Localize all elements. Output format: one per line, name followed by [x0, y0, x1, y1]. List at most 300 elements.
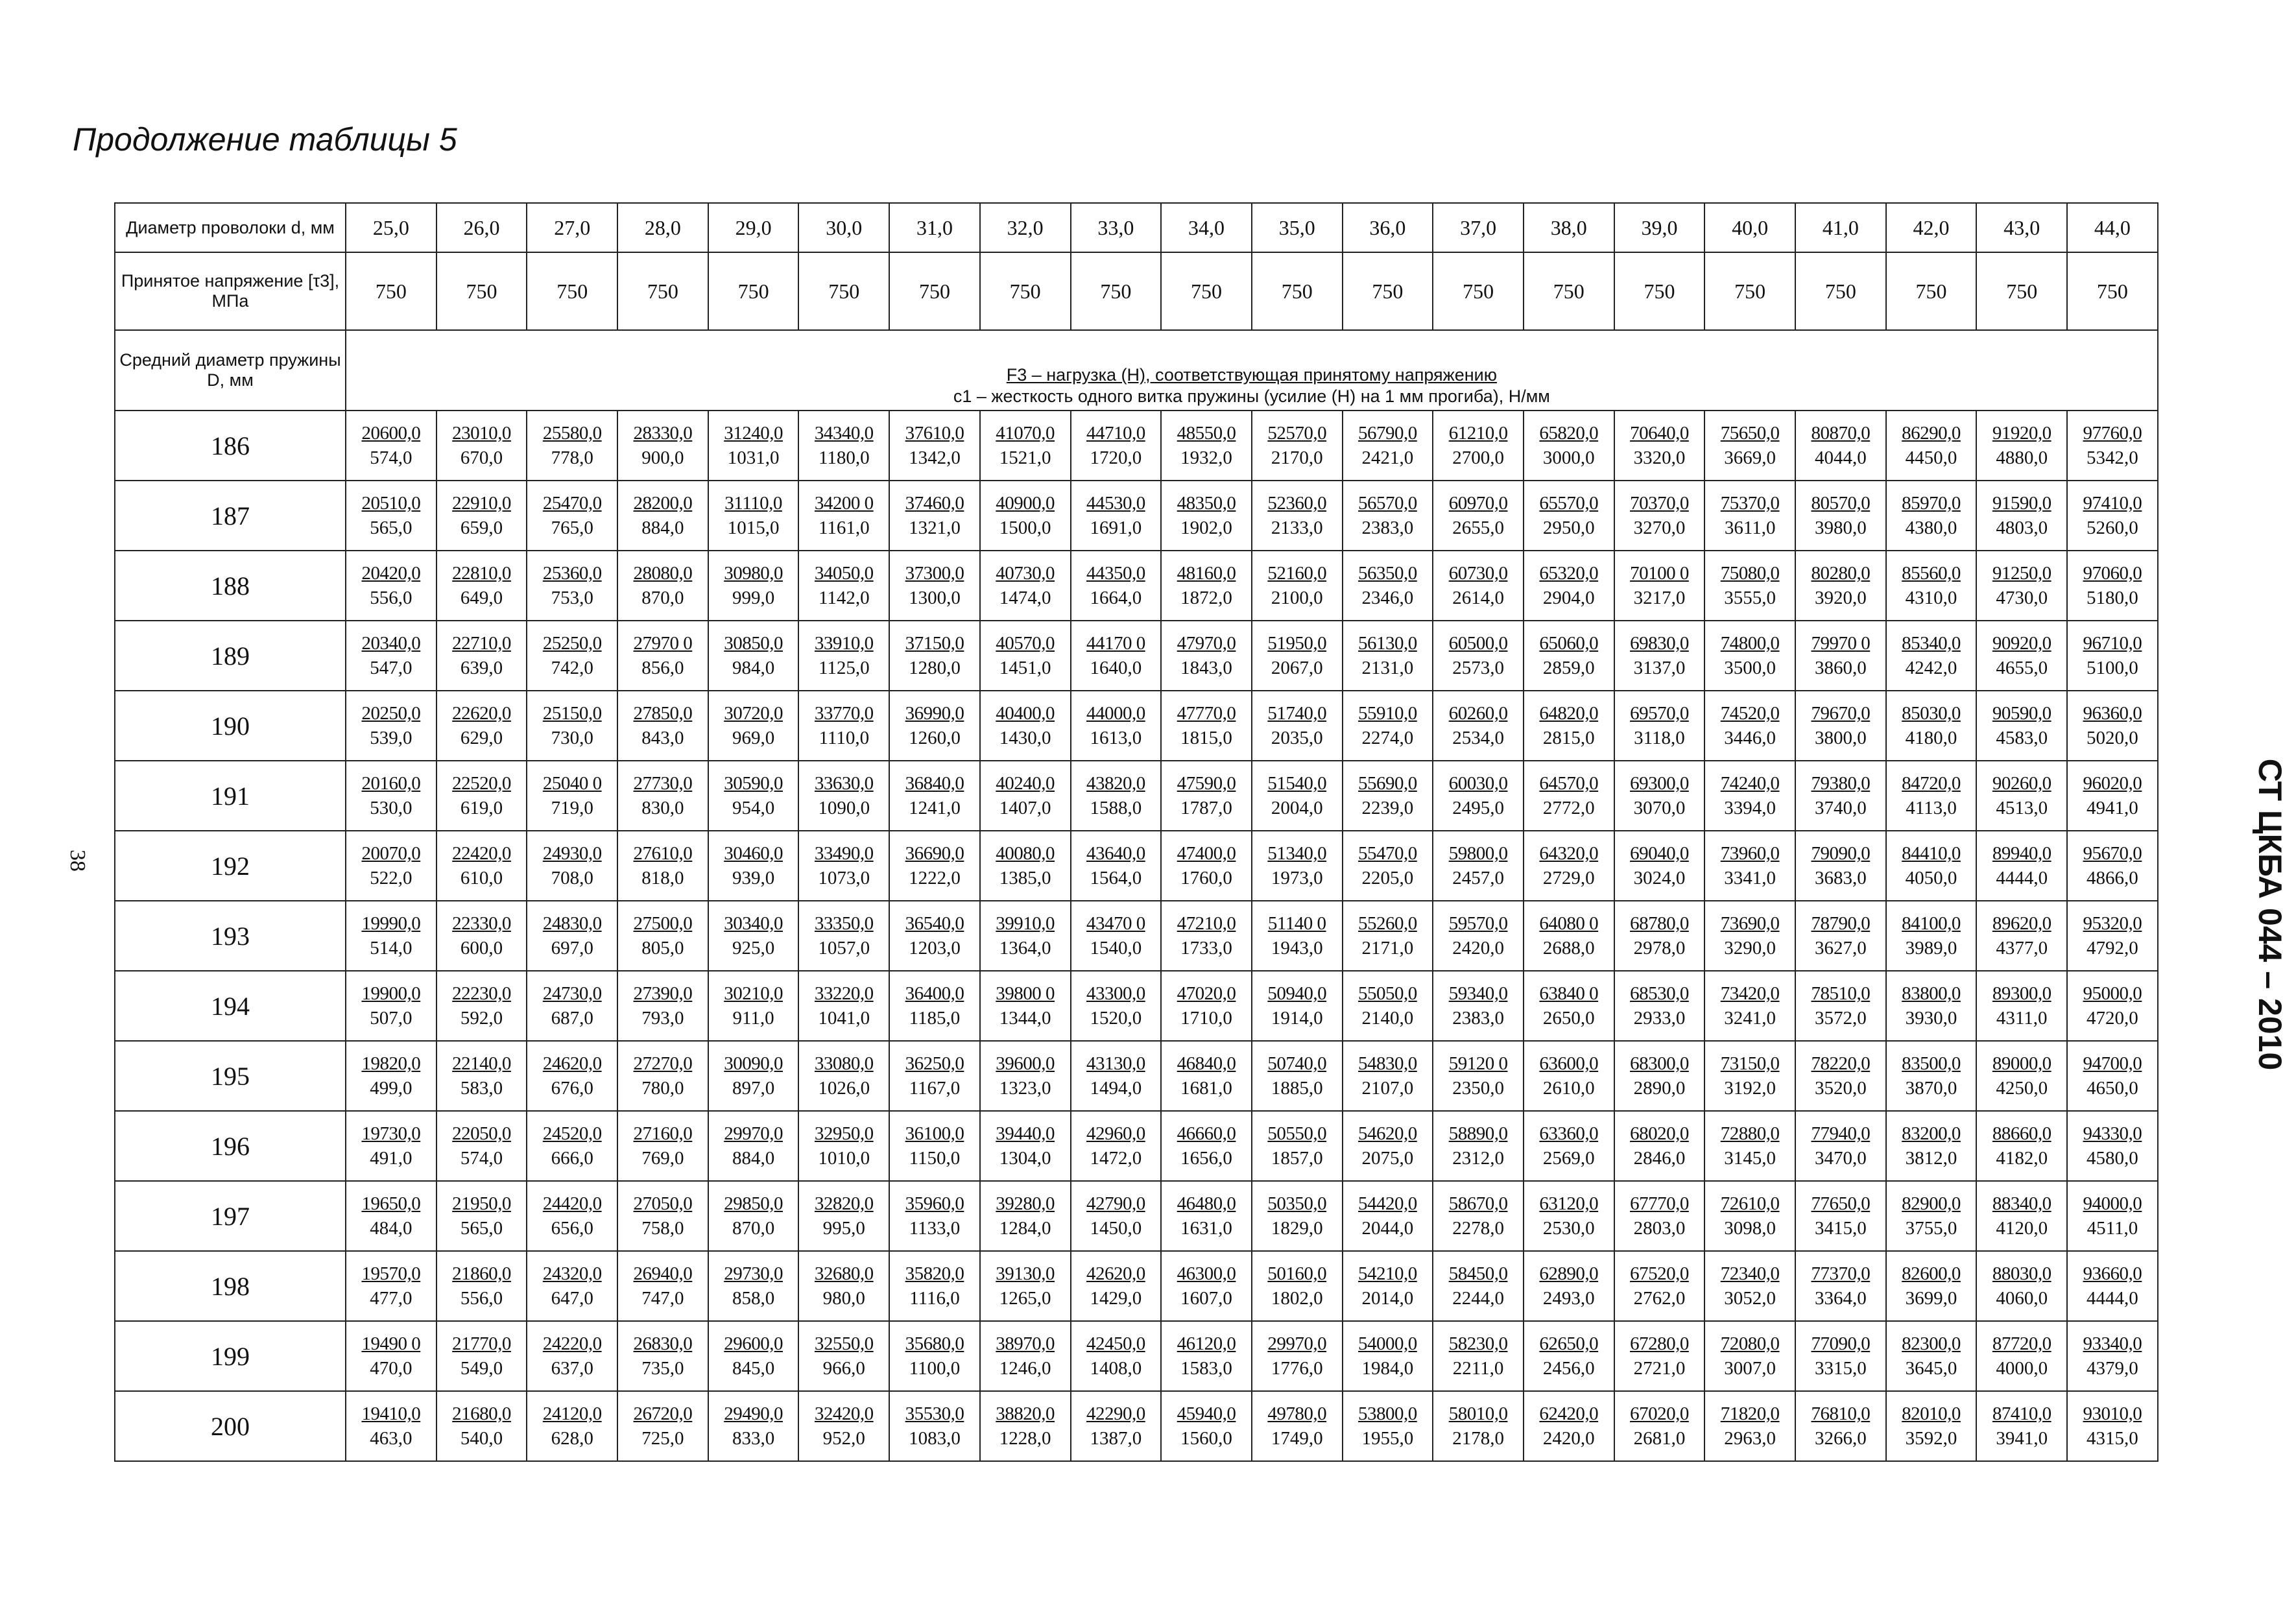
load-f3-value: 77090,0: [1811, 1333, 1871, 1354]
stiffness-c1-value: 4880,0: [1996, 447, 2048, 468]
table-cell: [980, 691, 1071, 761]
table-cell: [1071, 481, 1162, 551]
stiffness-c1-value: 870,0: [641, 588, 684, 608]
table-cell: [617, 621, 708, 691]
table-cell: [798, 761, 889, 831]
load-f3-value: 40400,0: [996, 703, 1055, 724]
stiffness-c1-value: 2244,0: [1452, 1288, 1504, 1309]
load-f3-value: 35820,0: [905, 1263, 964, 1284]
table-cell: [798, 971, 889, 1041]
load-f3-value: 94700,0: [2083, 1053, 2142, 1074]
stiffness-c1-value: 484,0: [370, 1218, 413, 1239]
table-cell: [617, 1041, 708, 1111]
stiffness-c1-value: 3611,0: [1724, 518, 1776, 538]
table-cell: [1886, 1321, 1977, 1391]
stiffness-c1-value: 2178,0: [1452, 1428, 1504, 1449]
table-cell: [1976, 1111, 2067, 1181]
stiffness-c1-value: 952,0: [822, 1428, 865, 1449]
load-f3-value: 25470,0: [542, 493, 602, 514]
stiffness-c1-value: 1885,0: [1271, 1078, 1323, 1099]
stiffness-c1-value: 2383,0: [1452, 1008, 1504, 1029]
table-cell: [2067, 1181, 2158, 1251]
stiffness-c1-value: 3740,0: [1814, 798, 1867, 818]
table-cell: [1161, 621, 1252, 691]
table-cell: [1071, 1391, 1162, 1461]
stiffness-c1-value: 5342,0: [2087, 447, 2138, 468]
table-cell: [1433, 1181, 1524, 1251]
stiffness-c1-value: 2383,0: [1361, 518, 1414, 538]
load-f3-value: 48350,0: [1177, 493, 1236, 514]
table-cell: [889, 831, 980, 901]
load-f3-value: 43130,0: [1086, 1053, 1145, 1074]
table-cell: [889, 621, 980, 691]
table-cell: [1343, 481, 1433, 551]
load-f3-value: 73420,0: [1720, 983, 1780, 1004]
load-f3-value: 29850,0: [724, 1193, 783, 1214]
load-f3-value: 85340,0: [1902, 633, 1961, 654]
load-f3-value: 30850,0: [724, 633, 783, 654]
load-f3-value: 38820,0: [996, 1403, 1055, 1424]
load-f3-value: 33350,0: [814, 913, 874, 934]
stiffness-c1-value: 2205,0: [1361, 868, 1414, 888]
table-cell: [1343, 1391, 1433, 1461]
load-f3-value: 22050,0: [452, 1123, 511, 1144]
load-f3-value: 30460,0: [724, 843, 783, 864]
table-cell: [798, 1041, 889, 1111]
mean-diameter-value: 191: [115, 761, 346, 831]
stiffness-c1-value: 2803,0: [1633, 1218, 1686, 1239]
table-cell: [1704, 691, 1795, 761]
load-f3-value: 95320,0: [2083, 913, 2142, 934]
stiffness-c1-value: 995,0: [822, 1218, 865, 1239]
mean-diameter-value: 195: [115, 1041, 346, 1111]
load-f3-value: 93340,0: [2083, 1333, 2142, 1354]
table-cell: [617, 481, 708, 551]
table-cell: [527, 1321, 617, 1391]
stiffness-c1-value: 2014,0: [1361, 1288, 1414, 1309]
stiffness-c1-value: 1984,0: [1361, 1358, 1414, 1379]
stress-value: 750: [346, 252, 436, 330]
table-cell: [1976, 411, 2067, 481]
table-cell: [346, 761, 436, 831]
table-cell: [1704, 971, 1795, 1041]
table-cell: [1614, 1111, 1705, 1181]
table-cell: [1071, 411, 1162, 481]
load-f3-value: 50350,0: [1267, 1193, 1327, 1214]
stiffness-c1-value: 2978,0: [1633, 938, 1686, 959]
table-cell: [889, 481, 980, 551]
mean-diameter-value: 196: [115, 1111, 346, 1181]
table-cell: [1343, 691, 1433, 761]
load-f3-value: 42620,0: [1086, 1263, 1145, 1284]
table-cell: [2067, 971, 2158, 1041]
stiffness-c1-value: 1776,0: [1271, 1358, 1323, 1379]
load-f3-value: 45940,0: [1177, 1403, 1236, 1424]
load-f3-value: 42290,0: [1086, 1403, 1145, 1424]
stiffness-c1-value: 4315,0: [2087, 1428, 2138, 1449]
table-cell: [798, 1391, 889, 1461]
stiffness-c1-value: 3364,0: [1814, 1288, 1867, 1309]
load-f3-value: 19650,0: [361, 1193, 421, 1214]
stiffness-c1-value: 900,0: [641, 447, 684, 468]
stiffness-c1-value: 1787,0: [1180, 798, 1232, 818]
table-cell: [1886, 1181, 1977, 1251]
load-f3-value: 21680,0: [452, 1403, 511, 1424]
table-cell: [1614, 1391, 1705, 1461]
stiffness-c1-value: 1710,0: [1180, 1008, 1232, 1029]
table-cell: [1976, 971, 2067, 1041]
stiffness-c1-value: 1564,0: [1090, 868, 1142, 888]
stress-value: 750: [2067, 252, 2158, 330]
table-cell: [527, 1391, 617, 1461]
stiffness-c1-value: 719,0: [551, 798, 593, 818]
table-cell: [1976, 901, 2067, 971]
stiffness-c1-value: 659,0: [460, 518, 503, 538]
table-cell: [1795, 1041, 1886, 1111]
load-f3-value: 95670,0: [2083, 843, 2142, 864]
load-f3-value: 33220,0: [814, 983, 874, 1004]
load-f3-value: 73150,0: [1720, 1053, 1780, 1074]
load-f3-value: 58450,0: [1448, 1263, 1508, 1284]
load-f3-value: 51950,0: [1267, 633, 1327, 654]
stress-value: 750: [889, 252, 980, 330]
table-row: [115, 831, 2158, 901]
stiffness-c1-value: 565,0: [460, 1218, 503, 1239]
table-cell: [527, 411, 617, 481]
mean-diameter-value: 187: [115, 481, 346, 551]
table-cell: [1161, 411, 1252, 481]
load-f3-value: 62890,0: [1539, 1263, 1599, 1284]
stiffness-c1-value: 818,0: [641, 868, 684, 888]
table-cell: [1704, 1391, 1795, 1461]
table-cell: [980, 1111, 1071, 1181]
stiffness-c1-value: 1973,0: [1271, 868, 1323, 888]
table-cell: [346, 901, 436, 971]
table-cell: [1524, 621, 1614, 691]
table-cell: [708, 901, 799, 971]
stiffness-c1-value: 530,0: [370, 798, 413, 818]
table-cell: [1795, 831, 1886, 901]
mean-diameter-value: 192: [115, 831, 346, 901]
stiffness-c1-value: 4182,0: [1996, 1148, 2048, 1169]
load-f3-value: 19570,0: [361, 1263, 421, 1284]
stress-value: 750: [798, 252, 889, 330]
load-f3-value: 53800,0: [1358, 1403, 1417, 1424]
table-cell: [527, 481, 617, 551]
stiffness-c1-value: 2312,0: [1452, 1148, 1504, 1169]
table-cell: [1433, 1321, 1524, 1391]
table-cell: [1071, 1251, 1162, 1321]
stiffness-c1-value: 2278,0: [1452, 1218, 1504, 1239]
load-f3-value: 94000,0: [2083, 1193, 2142, 1214]
stiffness-c1-value: 1521,0: [999, 447, 1051, 468]
table-row: [115, 411, 2158, 481]
load-f3-value: 65570,0: [1539, 493, 1599, 514]
table-cell: [436, 1391, 527, 1461]
table-cell: [617, 1181, 708, 1251]
stiffness-c1-value: 4113,0: [1906, 798, 1957, 818]
table-cell: [1071, 551, 1162, 621]
stiffness-c1-value: 1494,0: [1090, 1078, 1142, 1099]
load-f3-value: 44170 0: [1086, 633, 1145, 654]
stiffness-c1-value: 1588,0: [1090, 798, 1142, 818]
table-cell: [436, 1321, 527, 1391]
mean-diameter-value: 188: [115, 551, 346, 621]
table-cell: [617, 1251, 708, 1321]
load-f3-value: 22230,0: [452, 983, 511, 1004]
load-f3-value: 80570,0: [1811, 493, 1871, 514]
load-f3-value: 47400,0: [1177, 843, 1236, 864]
load-f3-value: 20420,0: [361, 563, 421, 584]
stiffness-c1-value: 1914,0: [1271, 1008, 1323, 1029]
table-cell: [1795, 481, 1886, 551]
load-f3-value: 22620,0: [452, 703, 511, 724]
stress-value: 750: [1252, 252, 1343, 330]
stiffness-c1-value: 3145,0: [1724, 1148, 1776, 1169]
load-f3-value: 90920,0: [1992, 633, 2051, 654]
stiffness-c1-value: 708,0: [551, 868, 593, 888]
table-cell: [889, 1181, 980, 1251]
table-cell: [798, 1321, 889, 1391]
table-cell: [2067, 761, 2158, 831]
load-f3-value: 48550,0: [1177, 423, 1236, 444]
wire-diameter-value: 38,0: [1524, 203, 1614, 252]
load-f3-value: 47020,0: [1177, 983, 1236, 1004]
load-f3-value: 54000,0: [1358, 1333, 1417, 1354]
stiffness-c1-value: 4650,0: [2087, 1078, 2138, 1099]
stiffness-c1-value: 3470,0: [1814, 1148, 1867, 1169]
load-f3-value: 36690,0: [905, 843, 964, 864]
load-f3-value: 39280,0: [996, 1193, 1055, 1214]
load-f3-value: 25150,0: [542, 703, 602, 724]
stiffness-c1-value: 3266,0: [1814, 1428, 1867, 1449]
table-cell: [1704, 831, 1795, 901]
stress-row: [115, 252, 2158, 330]
stiffness-c1-value: 1760,0: [1180, 868, 1232, 888]
load-f3-value: 40240,0: [996, 773, 1055, 794]
stiffness-c1-value: 1407,0: [999, 798, 1051, 818]
stiffness-c1-value: 2274,0: [1361, 728, 1414, 748]
table-cell: [1161, 1041, 1252, 1111]
load-f3-value: 36540,0: [905, 913, 964, 934]
table-cell: [1976, 621, 2067, 691]
stiffness-c1-value: 5260,0: [2087, 518, 2138, 538]
load-f3-value: 24930,0: [542, 843, 602, 864]
table-cell: [1795, 551, 1886, 621]
table-cell: [1343, 1041, 1433, 1111]
load-f3-value: 82900,0: [1902, 1193, 1961, 1214]
load-f3-value: 68300,0: [1630, 1053, 1689, 1074]
wire-diameter-value: 40,0: [1704, 203, 1795, 252]
load-f3-value: 63360,0: [1539, 1123, 1599, 1144]
stiffness-c1-value: 911,0: [732, 1008, 774, 1029]
load-f3-value: 26830,0: [633, 1333, 693, 1354]
table-cell: [1433, 691, 1524, 761]
table-cell: [1252, 551, 1343, 621]
table-cell: [1343, 551, 1433, 621]
stiffness-c1-value: 2655,0: [1452, 518, 1504, 538]
stiffness-c1-value: 1010,0: [818, 1148, 870, 1169]
mean-diameter-value: 197: [115, 1181, 346, 1251]
load-f3-value: 63120,0: [1539, 1193, 1599, 1214]
load-f3-value: 51540,0: [1267, 773, 1327, 794]
table-cell: [798, 551, 889, 621]
load-f3-value: 88030,0: [1992, 1263, 2051, 1284]
stiffness-c1-value: 1691,0: [1090, 518, 1142, 538]
load-f3-value: 48160,0: [1177, 563, 1236, 584]
stiffness-c1-value: 2075,0: [1361, 1148, 1414, 1169]
load-f3-value: 55050,0: [1358, 983, 1417, 1004]
load-f3-value: 63840 0: [1539, 983, 1599, 1004]
load-f3-value: 94330,0: [2083, 1123, 2142, 1144]
table-cell: [708, 831, 799, 901]
wire-diameter-value: 29,0: [708, 203, 799, 252]
wire-diameter-value: 41,0: [1795, 203, 1886, 252]
table-cell: [346, 831, 436, 901]
stiffness-c1-value: 1472,0: [1090, 1148, 1142, 1169]
stiffness-c1-value: 1607,0: [1180, 1288, 1232, 1309]
load-f3-value: 28080,0: [633, 563, 693, 584]
table-cell: [1886, 901, 1977, 971]
stiffness-c1-value: 1749,0: [1271, 1428, 1323, 1449]
stiffness-c1-value: 2681,0: [1633, 1428, 1686, 1449]
stress-value: 750: [1886, 252, 1977, 330]
stiffness-c1-value: 463,0: [370, 1428, 413, 1449]
stiffness-c1-value: 730,0: [551, 728, 593, 748]
stiffness-c1-value: 1083,0: [909, 1428, 961, 1449]
stress-value: 750: [1161, 252, 1252, 330]
table-cell: [1524, 1251, 1614, 1321]
stress-value: 750: [527, 252, 617, 330]
table-cell: [798, 411, 889, 481]
table-cell: [980, 831, 1071, 901]
table-cell: [1704, 1041, 1795, 1111]
table-cell: [346, 1391, 436, 1461]
stiffness-c1-value: 1260,0: [909, 728, 961, 748]
stiffness-c1-value: 2493,0: [1542, 1288, 1595, 1309]
load-f3-value: 56350,0: [1358, 563, 1417, 584]
table-cell: [1976, 481, 2067, 551]
load-f3-value: 27390,0: [633, 983, 693, 1004]
table-cell: [617, 551, 708, 621]
stiffness-c1-value: 1304,0: [999, 1148, 1051, 1169]
table-cell: [1433, 1041, 1524, 1111]
load-f3-value: 19490 0: [361, 1333, 421, 1354]
stiffness-c1-value: 2133,0: [1271, 518, 1323, 538]
stiffness-c1-value: 547,0: [370, 658, 413, 678]
table-cell: [1524, 1041, 1614, 1111]
load-f3-value: 54420,0: [1358, 1193, 1417, 1214]
stiffness-c1-value: 1613,0: [1090, 728, 1142, 748]
table-cell: [1252, 621, 1343, 691]
stiffness-c1-value: 3870,0: [1905, 1078, 1957, 1099]
stiffness-c1-value: 4792,0: [2087, 938, 2138, 959]
stiffness-c1-value: 687,0: [551, 1008, 593, 1029]
stiffness-c1-value: 3683,0: [1814, 868, 1867, 888]
table-cell: [1976, 1041, 2067, 1111]
stiffness-c1-value: 1631,0: [1180, 1218, 1232, 1239]
load-f3-value: 24520,0: [542, 1123, 602, 1144]
stiffness-c1-value: 3941,0: [1996, 1428, 2048, 1449]
wire-diameter-label: Диаметр проволоки d, мм: [115, 203, 346, 252]
table-cell: [346, 1111, 436, 1181]
stiffness-c1-value: 1031,0: [727, 447, 780, 468]
load-f3-value: 64820,0: [1539, 703, 1599, 724]
table-cell: [798, 481, 889, 551]
stiffness-c1-value: 4060,0: [1996, 1288, 2048, 1309]
stiffness-c1-value: 1323,0: [999, 1078, 1051, 1099]
load-f3-value: 25580,0: [542, 423, 602, 444]
stiffness-c1-value: 549,0: [460, 1358, 503, 1379]
table-cell: [617, 761, 708, 831]
stiffness-c1-value: 884,0: [732, 1148, 775, 1169]
table-cell: [1886, 621, 1977, 691]
table-row: [115, 1041, 2158, 1111]
load-f3-value: 67770,0: [1630, 1193, 1689, 1214]
table-cell: [1614, 831, 1705, 901]
load-f3-value: 73960,0: [1720, 843, 1780, 864]
table-cell: [889, 901, 980, 971]
stiffness-c1-value: 540,0: [460, 1428, 503, 1449]
stiffness-c1-value: 2963,0: [1724, 1428, 1776, 1449]
table-cell: [346, 481, 436, 551]
table-cell: [1161, 1251, 1252, 1321]
table-cell: [617, 691, 708, 761]
stiffness-c1-value: 3241,0: [1724, 1008, 1776, 1029]
table-cell: [1252, 831, 1343, 901]
load-f3-value: 91920,0: [1992, 423, 2051, 444]
stiffness-c1-value: 1932,0: [1180, 447, 1232, 468]
stiffness-c1-value: 747,0: [641, 1288, 684, 1309]
load-f3-value: 54210,0: [1358, 1263, 1417, 1284]
table-cell: [1433, 761, 1524, 831]
load-f3-value: 89300,0: [1992, 983, 2051, 1004]
stiffness-c1-value: 2421,0: [1361, 447, 1414, 468]
spring-parameters-table: [114, 202, 2158, 1462]
load-f3-value: 21950,0: [452, 1193, 511, 1214]
table-cell: [1886, 551, 1977, 621]
load-f3-value: 65820,0: [1539, 423, 1599, 444]
load-f3-value: 70370,0: [1630, 493, 1689, 514]
table-cell: [980, 1391, 1071, 1461]
stiffness-c1-value: 1280,0: [909, 658, 961, 678]
load-f3-value: 24620,0: [542, 1053, 602, 1074]
stiffness-c1-value: 539,0: [370, 728, 413, 748]
wire-diameter-row: [115, 203, 2158, 252]
table-row: [115, 691, 2158, 761]
stiffness-c1-value: 939,0: [732, 868, 775, 888]
load-f3-value: 77940,0: [1811, 1123, 1871, 1144]
load-f3-value: 52570,0: [1267, 423, 1327, 444]
table-cell: [1433, 901, 1524, 971]
table-cell: [708, 761, 799, 831]
stiffness-c1-value: 1150,0: [909, 1148, 961, 1169]
stiffness-c1-value: 980,0: [822, 1288, 865, 1309]
table-row: [115, 761, 2158, 831]
load-f3-value: 88340,0: [1992, 1193, 2051, 1214]
stiffness-c1-value: 1133,0: [909, 1218, 961, 1239]
load-f3-value: 74520,0: [1720, 703, 1780, 724]
stiffness-c1-value: 2904,0: [1542, 588, 1595, 608]
stiffness-c1-value: 3860,0: [1814, 658, 1867, 678]
wire-diameter-value: 28,0: [617, 203, 708, 252]
stiffness-c1-value: 522,0: [370, 868, 413, 888]
load-f3-value: 27850,0: [633, 703, 693, 724]
load-f3-value: 20510,0: [361, 493, 421, 514]
load-f3-value: 50160,0: [1267, 1263, 1327, 1284]
stiffness-c1-value: 3118,0: [1634, 728, 1685, 748]
load-f3-value: 58670,0: [1448, 1193, 1508, 1214]
